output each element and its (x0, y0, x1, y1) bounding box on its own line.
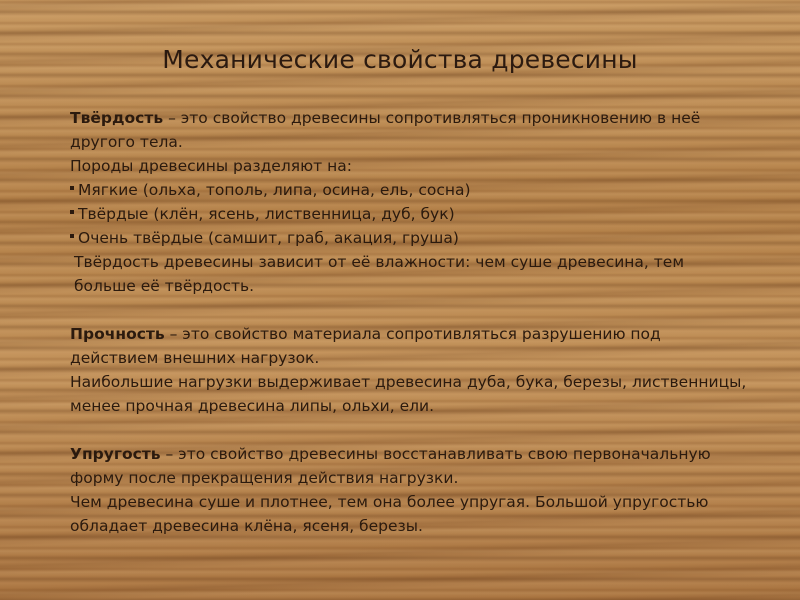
elasticity-note: Чем древесина суше и плотнее, тем она более упругая. Большой упругостью обладает древесина клёна, ясеня, березы. (70, 493, 709, 535)
slide-content (70, 106, 750, 538)
hardness-intro: Породы древесины разделяют на: (70, 157, 352, 175)
hardness-definition (70, 106, 750, 154)
strength-term: Прочность (70, 325, 165, 343)
hardness-section (70, 106, 750, 298)
strength-section (70, 322, 750, 418)
elasticity-section (70, 442, 750, 538)
strength-definition-text: – это свойство материала сопротивляться разрушению под действием внешних нагрузок. (70, 325, 661, 367)
strength-note: Наибольшие нагрузки выдерживает древесина дуба, бука, березы, лиственницы, менее прочная древесина липы, ольхи, ели. (70, 373, 747, 415)
hardness-bullet-hard: Твёрдые (клён, ясень, лиственница, дуб, бук) (70, 202, 750, 226)
hardness-bullet-very-hard: Очень твёрдые (самшит, граб, акация, груша) (70, 226, 750, 250)
hardness-term: Твёрдость (70, 109, 164, 127)
hardness-bullet-soft: Мягкие (ольха, тополь, липа, осина, ель, сосна) (70, 178, 750, 202)
slide-title: Механические свойства древесины (162, 45, 638, 74)
elasticity-definition-text: – это свойство древесины восстанавливать свою первоначальную форму после прекращения действия нагрузки. (70, 445, 711, 487)
elasticity-term: Упругость (70, 445, 161, 463)
hardness-note: Твёрдость древесины зависит от её влажности: чем суше древесина, тем больше её твёрдость. (74, 253, 685, 295)
hardness-definition-text: – это свойство древесины сопротивляться проникновению в неё другого тела. (70, 109, 701, 151)
strength-definition (70, 322, 750, 370)
elasticity-definition (70, 442, 750, 490)
